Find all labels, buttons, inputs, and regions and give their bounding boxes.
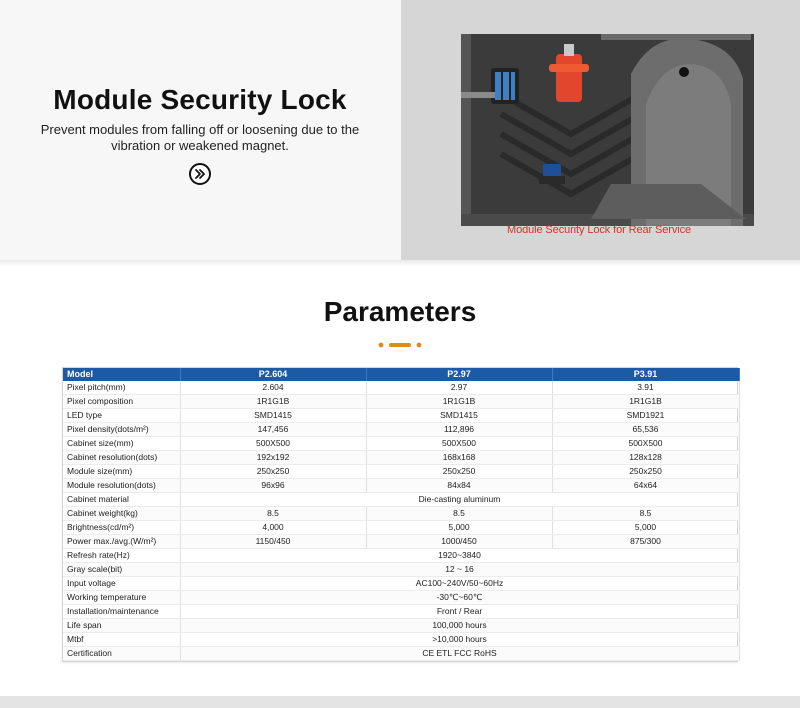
row-label: Installation/maintenance	[63, 605, 180, 619]
row-value: Front / Rear	[180, 605, 739, 619]
row-value: 875/300	[552, 535, 739, 549]
row-label: Working temperature	[63, 591, 180, 605]
row-value: 500X500	[180, 437, 366, 451]
row-label: Gray scale(bit)	[63, 563, 180, 577]
table-row	[63, 591, 739, 605]
row-value: 250x250	[180, 465, 366, 479]
section-divider	[0, 260, 800, 266]
table-row	[63, 633, 739, 647]
row-value: 5,000	[366, 521, 552, 535]
table-row	[63, 395, 739, 409]
module-lock-illustration	[461, 34, 754, 226]
row-value: 1000/450	[366, 535, 552, 549]
table-row	[63, 437, 739, 451]
row-value: 500X500	[552, 437, 739, 451]
image-caption: Module Security Lock for Rear Service	[507, 224, 691, 236]
double-chevron-right-icon	[194, 168, 206, 180]
row-value: 3.91	[552, 381, 739, 395]
feature-section	[0, 0, 800, 260]
row-label: Pixel composition	[63, 395, 180, 409]
row-label: Cabinet weight(kg)	[63, 507, 180, 521]
row-value: 2.97	[366, 381, 552, 395]
row-label: Mtbf	[63, 633, 180, 647]
row-label: Cabinet material	[63, 493, 180, 507]
row-value: 147,456	[180, 423, 366, 437]
row-value: 1R1G1B	[552, 395, 739, 409]
row-value: 5,000	[552, 521, 739, 535]
row-value: 1R1G1B	[180, 395, 366, 409]
row-label: Module size(mm)	[63, 465, 180, 479]
row-value: 128x128	[552, 451, 739, 465]
row-value: 8.5	[552, 507, 739, 521]
row-value: -30℃~60℃	[180, 591, 739, 605]
row-value: SMD1415	[180, 409, 366, 423]
header-model: Model	[63, 368, 180, 381]
feature-text-panel	[0, 0, 400, 260]
table-row	[63, 563, 739, 577]
row-value: CE ETL FCC RoHS	[180, 647, 739, 661]
table-row	[63, 493, 739, 507]
row-value: 1R1G1B	[366, 395, 552, 409]
table-row	[63, 577, 739, 591]
row-label: Brightness(cd/m²)	[63, 521, 180, 535]
more-button[interactable]	[189, 163, 211, 185]
feature-description: Prevent modules from falling off or loosening due to the vibration or weakened magnet.	[40, 122, 360, 153]
header-p391: P3.91	[552, 368, 739, 381]
title-dots-decoration	[378, 342, 422, 348]
table-row	[63, 535, 739, 549]
row-value: SMD1415	[366, 409, 552, 423]
row-label: Life span	[63, 619, 180, 633]
row-value: 250x250	[366, 465, 552, 479]
feature-title: Module Security Lock	[53, 84, 347, 115]
row-value: 100,000 hours	[180, 619, 739, 633]
row-label: Cabinet resolution(dots)	[63, 451, 180, 465]
row-label: Pixel pitch(mm)	[63, 381, 180, 395]
table-row	[63, 451, 739, 465]
row-label: Power max./avg.(W/m²)	[63, 535, 180, 549]
row-value: AC100~240V/50~60Hz	[180, 577, 739, 591]
row-value: 84x84	[366, 479, 552, 493]
row-value: 168x168	[366, 451, 552, 465]
row-value: 64x64	[552, 479, 739, 493]
row-label: Cabinet size(mm)	[63, 437, 180, 451]
parameters-table	[63, 368, 740, 661]
table-row	[63, 507, 739, 521]
row-value: Die-casting aluminum	[180, 493, 739, 507]
table-row	[63, 521, 739, 535]
row-value: 12 ~ 16	[180, 563, 739, 577]
table-row	[63, 549, 739, 563]
row-value: 8.5	[366, 507, 552, 521]
row-value: 1150/450	[180, 535, 366, 549]
module-lock-photo	[461, 34, 754, 226]
row-label: Input voltage	[63, 577, 180, 591]
row-value: 65,536	[552, 423, 739, 437]
footer-band	[0, 696, 800, 708]
row-value: 500X500	[366, 437, 552, 451]
row-value: SMD1921	[552, 409, 739, 423]
table-body	[63, 381, 739, 661]
row-value: 112,896	[366, 423, 552, 437]
row-value: 1920~3840	[180, 549, 739, 563]
table-row	[63, 647, 739, 661]
header-p297: P2.97	[366, 368, 552, 381]
row-value: 4,000	[180, 521, 366, 535]
feature-image-panel	[401, 0, 800, 260]
table-row	[63, 423, 739, 437]
parameters-title: Parameters	[323, 296, 477, 327]
row-label: Module resolution(dots)	[63, 479, 180, 493]
table-header-row	[63, 368, 739, 381]
header-p2604: P2.604	[180, 368, 366, 381]
row-label: Refresh rate(Hz)	[63, 549, 180, 563]
row-value: 2.604	[180, 381, 366, 395]
row-label: Certification	[63, 647, 180, 661]
parameters-table-wrapper	[62, 367, 738, 662]
row-value: 192x192	[180, 451, 366, 465]
table-row	[63, 479, 739, 493]
row-label: Pixel density(dots/m²)	[63, 423, 180, 437]
row-value: 8.5	[180, 507, 366, 521]
table-row	[63, 605, 739, 619]
table-row	[63, 465, 739, 479]
table-row	[63, 381, 739, 395]
row-label: LED type	[63, 409, 180, 423]
table-row	[63, 619, 739, 633]
row-value: 96x96	[180, 479, 366, 493]
table-row	[63, 409, 739, 423]
row-value: 250x250	[552, 465, 739, 479]
row-value: >10,000 hours	[180, 633, 739, 647]
